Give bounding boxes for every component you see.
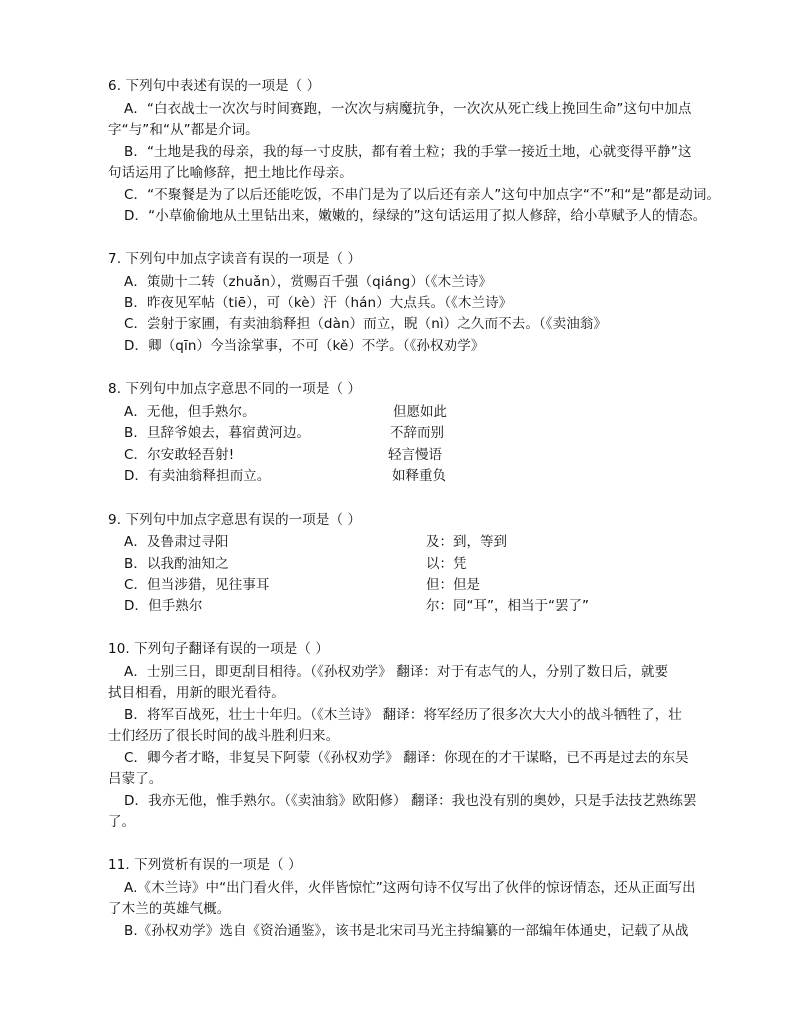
question-10-option-a-cont: 拭目相看，用新的眼光看待。 bbox=[108, 685, 285, 701]
question-6-option-a: A．“白衣战士一次次与时间赛跑，一次次与病魔抗争，一次次从死亡线上挽回生命”这句中加点 bbox=[124, 101, 692, 117]
question-10-option-d-cont: 了。 bbox=[108, 814, 136, 830]
question-6-option-c: C．“不聚餐是为了以后还能吃饭，不串门是为了以后还有亲人”这句中加点字“不”和“是”都是动词。 bbox=[124, 187, 721, 203]
question-9-option-d-meaning: 尔：同“耳”，相当于“罢了” bbox=[426, 598, 589, 614]
question-6-option-b: B．“土地是我的母亲，我的每一寸皮肤，都有着土粒；我的手掌一接近土地，心就变得平静”这 bbox=[124, 144, 692, 160]
question-11-stem: 11. 下列赏析有误的一项是（ ） bbox=[108, 857, 302, 873]
question-6-stem: 6. 下列句中表述有误的一项是（ ） bbox=[108, 78, 321, 94]
question-8-option-c: C．尔安敢轻吾射! bbox=[124, 447, 235, 463]
question-7-option-b: B．昨夜见军帖（tiē），可（kè）汗（hán）大点兵。（《木兰诗》 bbox=[124, 295, 513, 311]
question-9-option-b: B．以我酌油知之 bbox=[124, 556, 229, 572]
question-8-option-d-compare: 如释重负 bbox=[392, 468, 446, 484]
question-9-stem: 9. 下列句中加点字意思有误的一项是（ ） bbox=[108, 512, 362, 528]
question-8-option-c-compare: 轻言慢语 bbox=[388, 447, 442, 463]
question-9-option-a: A．及鲁肃过寻阳 bbox=[124, 534, 229, 550]
question-10-option-c: C．卿今者才略，非复吴下阿蒙（《孙权劝学》 翻译：你现在的才干谋略，已不再是过去的东吴 bbox=[124, 750, 689, 766]
question-10-option-b: B．将军百战死，壮士十年归。（《木兰诗》 翻译：将军经历了很多次大大小的战斗牺牲了，壮 bbox=[124, 707, 682, 723]
question-7-option-d: D．卿（qīn）今当涂掌事，不可（kě）不学。（《孙权劝学》 bbox=[124, 338, 485, 354]
question-8-stem: 8. 下列句中加点字意思不同的一项是（ ） bbox=[108, 381, 362, 397]
question-11-option-a-cont: 了木兰的英雄气概。 bbox=[108, 901, 231, 917]
question-8-option-a-compare: 但愿如此 bbox=[393, 404, 447, 420]
question-8-option-b: B．旦辞爷娘去，暮宿黄河边。 bbox=[124, 425, 311, 441]
question-8-option-a: A．无他，但手熟尔。 bbox=[124, 404, 256, 420]
question-7-option-a: A．策勋十二转（zhuǎn），赏赐百千强（qiáng）（《木兰诗》 bbox=[124, 274, 493, 290]
question-8-option-b-compare: 不辞而别 bbox=[390, 425, 444, 441]
question-10-option-b-cont: 士们经历了很长时间的战斗胜利归来。 bbox=[108, 728, 340, 744]
question-7-option-c: C．尝射于家圃，有卖油翁释担（dàn）而立，睨（nì）之久而不去。（《卖油翁》 bbox=[124, 316, 608, 332]
question-9-option-d: D．但手熟尔 bbox=[124, 598, 203, 614]
question-9-option-c-meaning: 但：但是 bbox=[426, 577, 480, 593]
question-11-option-b: B.《孙权劝学》选自《资治通鉴》，该书是北宋司马光主持编纂的一部编年体通史，记载了从战 bbox=[124, 923, 689, 939]
question-10-stem: 10. 下列句子翻译有误的一项是（ ） bbox=[108, 641, 329, 657]
question-6-option-a-cont: 字“与”和“从”都是介词。 bbox=[108, 122, 259, 138]
question-6-option-b-cont: 句话运用了比喻修辞，把土地比作母亲。 bbox=[108, 165, 353, 181]
question-6-option-d: D．“小草偷偷地从土里钻出来，嫩嫩的，绿绿的”这句话运用了拟人修辞，给小草赋予人的情态。 bbox=[124, 208, 707, 224]
question-9-option-b-meaning: 以：凭 bbox=[426, 556, 467, 572]
question-11-option-a: A.《木兰诗》中“出门看火伴，火伴皆惊忙”这两句诗不仅写出了伙伴的惊讶情态，还从正面写出 bbox=[124, 880, 696, 896]
question-10-option-a: A．士别三日，即更刮目相待。（《孙权劝学》 翻译：对于有志气的人，分别了数日后，就要 bbox=[124, 664, 669, 680]
question-9-option-c: C．但当涉猎，见往事耳 bbox=[124, 577, 270, 593]
question-10-option-d: D．我亦无他，惟手熟尔。（《卖油翁》欧阳修） 翻译：我也没有别的奥妙，只是手法技艺熟练罢 bbox=[124, 793, 697, 809]
question-7-stem: 7. 下列句中加点字读音有误的一项是（ ） bbox=[108, 251, 362, 267]
question-10-option-c-cont: 吕蒙了。 bbox=[108, 771, 163, 787]
question-9-option-a-meaning: 及：到，等到 bbox=[426, 534, 507, 550]
question-8-option-d: D．有卖油翁释担而立。 bbox=[124, 468, 271, 484]
